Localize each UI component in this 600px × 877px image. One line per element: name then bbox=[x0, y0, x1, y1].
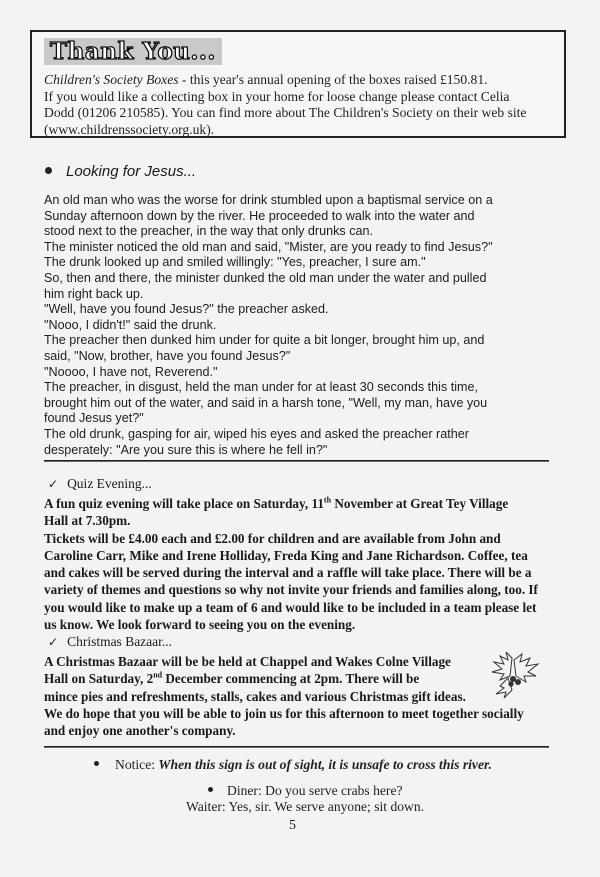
bazaar-line-2a: Hall on Saturday, 2 bbox=[44, 671, 154, 687]
bazaar-line-2b: December commencing at 2pm. There will be bbox=[162, 671, 420, 687]
story-line: The old drunk, gasping for air, wiped his eyes and asked the preacher rather bbox=[44, 426, 469, 441]
holly-icon bbox=[482, 652, 542, 700]
story-line: desperately: "Are you sure this is where he fell in?" bbox=[44, 442, 328, 457]
thank-you-line-2: If you would like a collecting box in your home for loose change please contact Celia bbox=[44, 88, 510, 104]
jesus-heading-text: Looking for Jesus... bbox=[66, 163, 197, 180]
thank-you-line-3: Dodd (01206 210585). You can find more about The Children's Society on their web site bbox=[44, 105, 527, 120]
story-line: him right back up. bbox=[44, 286, 144, 301]
bazaar-closing bbox=[44, 705, 549, 740]
quiz-line-1a: A fun quiz evening will take place on Saturday, 11 bbox=[44, 496, 324, 511]
quiz-line-2: Hall at 7.30pm. bbox=[44, 513, 131, 529]
jesus-heading bbox=[45, 163, 196, 180]
bazaar-line-1: A Christmas Bazaar will be be held at Chappel and Wakes Colne Village bbox=[44, 654, 451, 669]
bazaar-text bbox=[44, 653, 484, 705]
story-line: "Nooo, I didn't!" said the drunk. bbox=[44, 317, 217, 332]
bazaar-line-3: mince pies and refreshments, stalls, cakes and various Christmas gift ideas. bbox=[44, 688, 466, 704]
section-divider bbox=[44, 460, 549, 462]
joke-waiter: Waiter: Yes, sir. We serve anyone; sit down. bbox=[186, 799, 425, 814]
section-divider bbox=[44, 746, 549, 748]
quiz-text bbox=[44, 495, 549, 633]
notice-text: When this sign is out of sight, it is unsafe to cross this river. bbox=[158, 757, 492, 772]
thank-you-line-1: - this year's annual opening of the boxes raised £150.81. bbox=[178, 72, 488, 87]
story-line: The preacher, in disgust, held the man under for at least 30 seconds this time, bbox=[44, 380, 479, 395]
story-line: "Well, have you found Jesus?" the preacher asked. bbox=[44, 302, 329, 317]
notice-line bbox=[94, 757, 492, 773]
check-icon: ✓ bbox=[48, 477, 59, 491]
story-line: brought him out of the water, and said in a harsh tone, "Well, my man, have you bbox=[44, 395, 488, 410]
bazaar-heading bbox=[48, 634, 172, 650]
quiz-date-suffix: th bbox=[323, 495, 332, 505]
thank-you-text bbox=[44, 72, 556, 138]
story-line: An old man who was the worse for drink stumbled upon a baptismal service on a bbox=[44, 193, 493, 207]
thank-you-box bbox=[30, 30, 566, 138]
story-line: stood next to the preacher, in the way that only drunks can. bbox=[44, 224, 374, 239]
joke-diner: Diner: Do you serve crabs here? bbox=[227, 783, 403, 798]
bullet-icon bbox=[208, 787, 213, 792]
story-line: Sunday afternoon down by the river. He proceeded to walk into the water and bbox=[44, 208, 475, 223]
bullet-icon bbox=[94, 761, 99, 766]
joke-line-1 bbox=[208, 783, 403, 799]
story-line: said, "Now, brother, have you found Jesus?" bbox=[44, 348, 291, 363]
jesus-story bbox=[44, 193, 554, 458]
bullet-icon bbox=[45, 167, 52, 174]
story-line: The preacher then dunked him under for quite a bit longer, brought him up, and bbox=[44, 333, 485, 348]
childrens-society-label: Children's Society Boxes bbox=[44, 72, 179, 87]
bazaar-line-5: and enjoy one another's company. bbox=[44, 723, 236, 739]
story-line: The drunk looked up and smiled willingly: "Yes, preacher, I sure am." bbox=[44, 255, 426, 270]
story-line: The minister noticed the old man and said, "Mister, are you ready to find Jesus?" bbox=[44, 239, 493, 254]
thank-you-line-4: (www.childrenssociety.org.uk). bbox=[44, 121, 215, 137]
story-line: So, then and there, the minister dunked the old man under the water and pulled bbox=[44, 270, 487, 285]
quiz-heading-text: Quiz Evening... bbox=[67, 476, 152, 491]
story-line: "Noooo, I have not, Reverend." bbox=[44, 364, 218, 379]
quiz-line-1b: November at Great Tey Village bbox=[331, 496, 509, 511]
quiz-heading bbox=[48, 476, 152, 492]
story-line: found Jesus yet?" bbox=[44, 411, 144, 426]
page-number: 5 bbox=[289, 818, 296, 833]
bazaar-heading-text: Christmas Bazaar... bbox=[67, 634, 173, 649]
bazaar-line-4: We do hope that you will be able to join us for this afternoon to meet together socially bbox=[44, 706, 524, 721]
check-icon: ✓ bbox=[48, 635, 59, 649]
notice-label: Notice: bbox=[115, 757, 159, 772]
thank-you-title: Thank You... bbox=[44, 38, 222, 65]
bazaar-date-suffix: nd bbox=[153, 670, 163, 680]
quiz-details: Tickets will be £4.00 each and £2.00 for children and are available from John and Caroline Carr, Mike and Irene Holliday, Freda King and Jane Richardson. Coffee, tea and cakes will be served during the interval and a raffle will take place. There will be a variety of themes and questions so why not invite your friends and families along, too. If you would like to make up a team of 6 and would like to be included in a team please let us know. We look forward to seeing you on the evening. bbox=[44, 530, 538, 633]
